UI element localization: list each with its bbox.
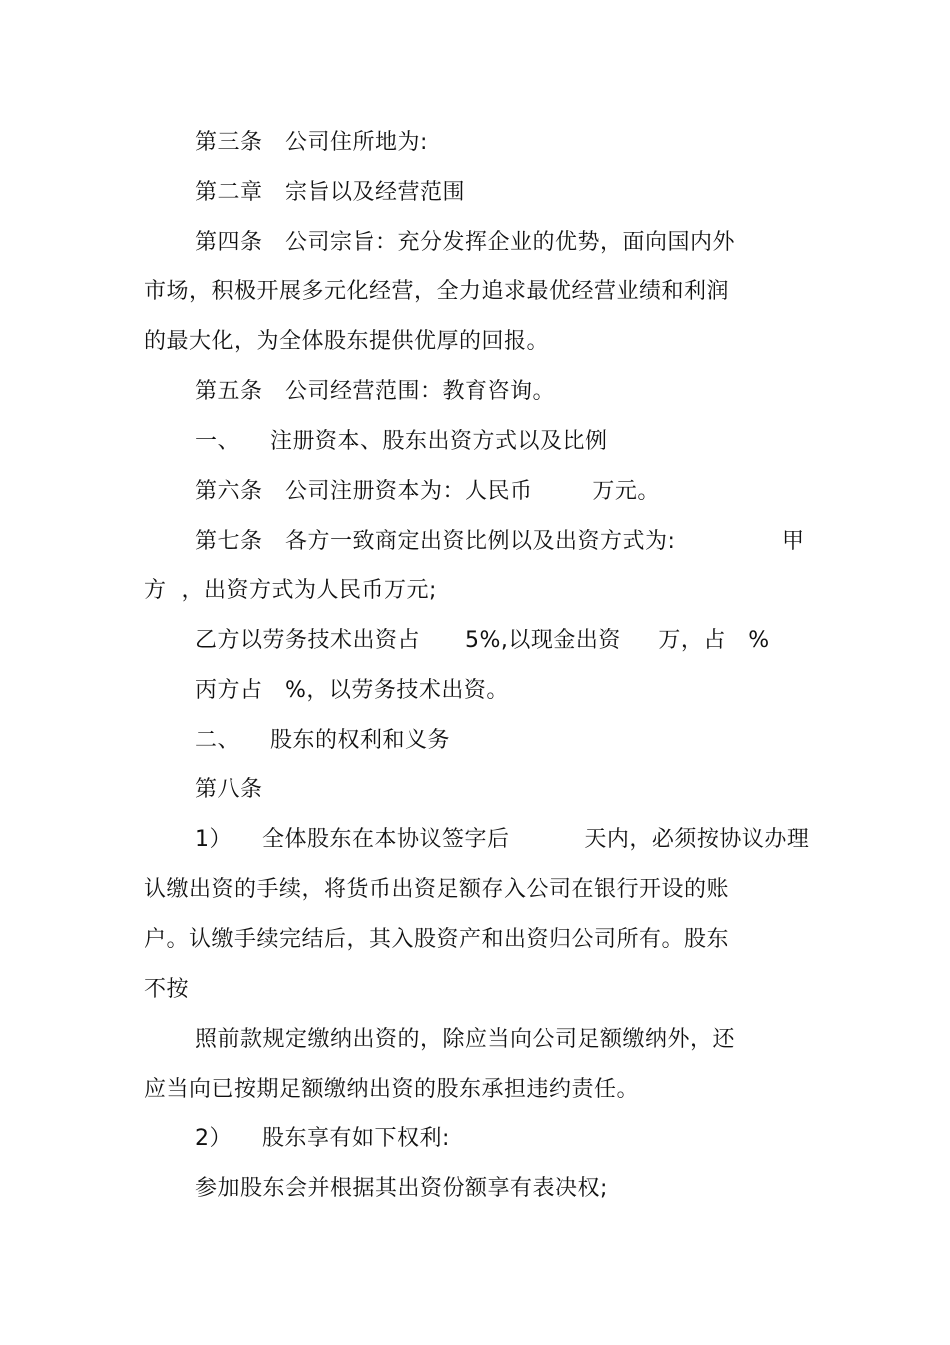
article-4-line-1: 第四条 公司宗旨：充分发挥企业的优势，面向国内外 — [195, 230, 735, 255]
article-8-item-1-line-5: 照前款规定缴纳出资的，除应当向公司足额缴纳外，还 — [195, 1027, 736, 1052]
article-8-item-1-line-3: 户。认缴手续完结后，其入股资产和出资归公司所有。股东 — [144, 927, 730, 952]
article-8-item-1-line-2: 认缴出资的手续，将货币出资足额存入公司在银行开设的账 — [144, 877, 730, 902]
article-8-heading: 第八条 — [195, 777, 263, 802]
article-7-party-a: 甲 — [782, 529, 805, 554]
section-1-heading: 一、 注册资本、股东出资方式以及比例 — [195, 429, 608, 454]
party-c-contribution: 丙方占 %，以劳务技术出资。 — [195, 678, 509, 703]
shareholder-right-1: 参加股东会并根据其出资份额享有表决权; — [195, 1176, 608, 1201]
chapter-2-heading: 第二章 宗旨以及经营范围 — [195, 180, 465, 205]
article-4-line-3: 的最大化，为全体股东提供优厚的回报。 — [144, 329, 550, 354]
section-2-heading: 二、 股东的权利和义务 — [195, 728, 450, 753]
article-8-item-1-line-4: 不按 — [144, 977, 190, 1002]
article-4-line-2: 市场，积极开展多元化经营，全力追求最优经营业绩和利润 — [144, 279, 730, 304]
article-8-item-2: 2） 股东享有如下权利: — [195, 1126, 450, 1151]
article-7-line-1: 第七条 各方一致商定出资比例以及出资方式为: — [195, 529, 676, 554]
article-5: 第五条 公司经营范围：教育咨询。 — [195, 379, 555, 404]
article-7-line-2: 方 ，出资方式为人民币万元; — [144, 578, 437, 603]
article-3: 第三条 公司住所地为: — [195, 130, 428, 155]
article-8-item-1-line-1: 1） 全体股东在本协议签字后 天内，必须按协议办理 — [195, 827, 810, 852]
party-b-contribution: 乙方以劳务技术出资占 5%,以现金出资 万，占 % — [195, 628, 770, 653]
article-8-item-1-line-6: 应当向已按期足额缴纳出资的股东承担违约责任。 — [144, 1077, 640, 1102]
article-6: 第六条 公司注册资本为：人民币 万元。 — [195, 479, 660, 504]
